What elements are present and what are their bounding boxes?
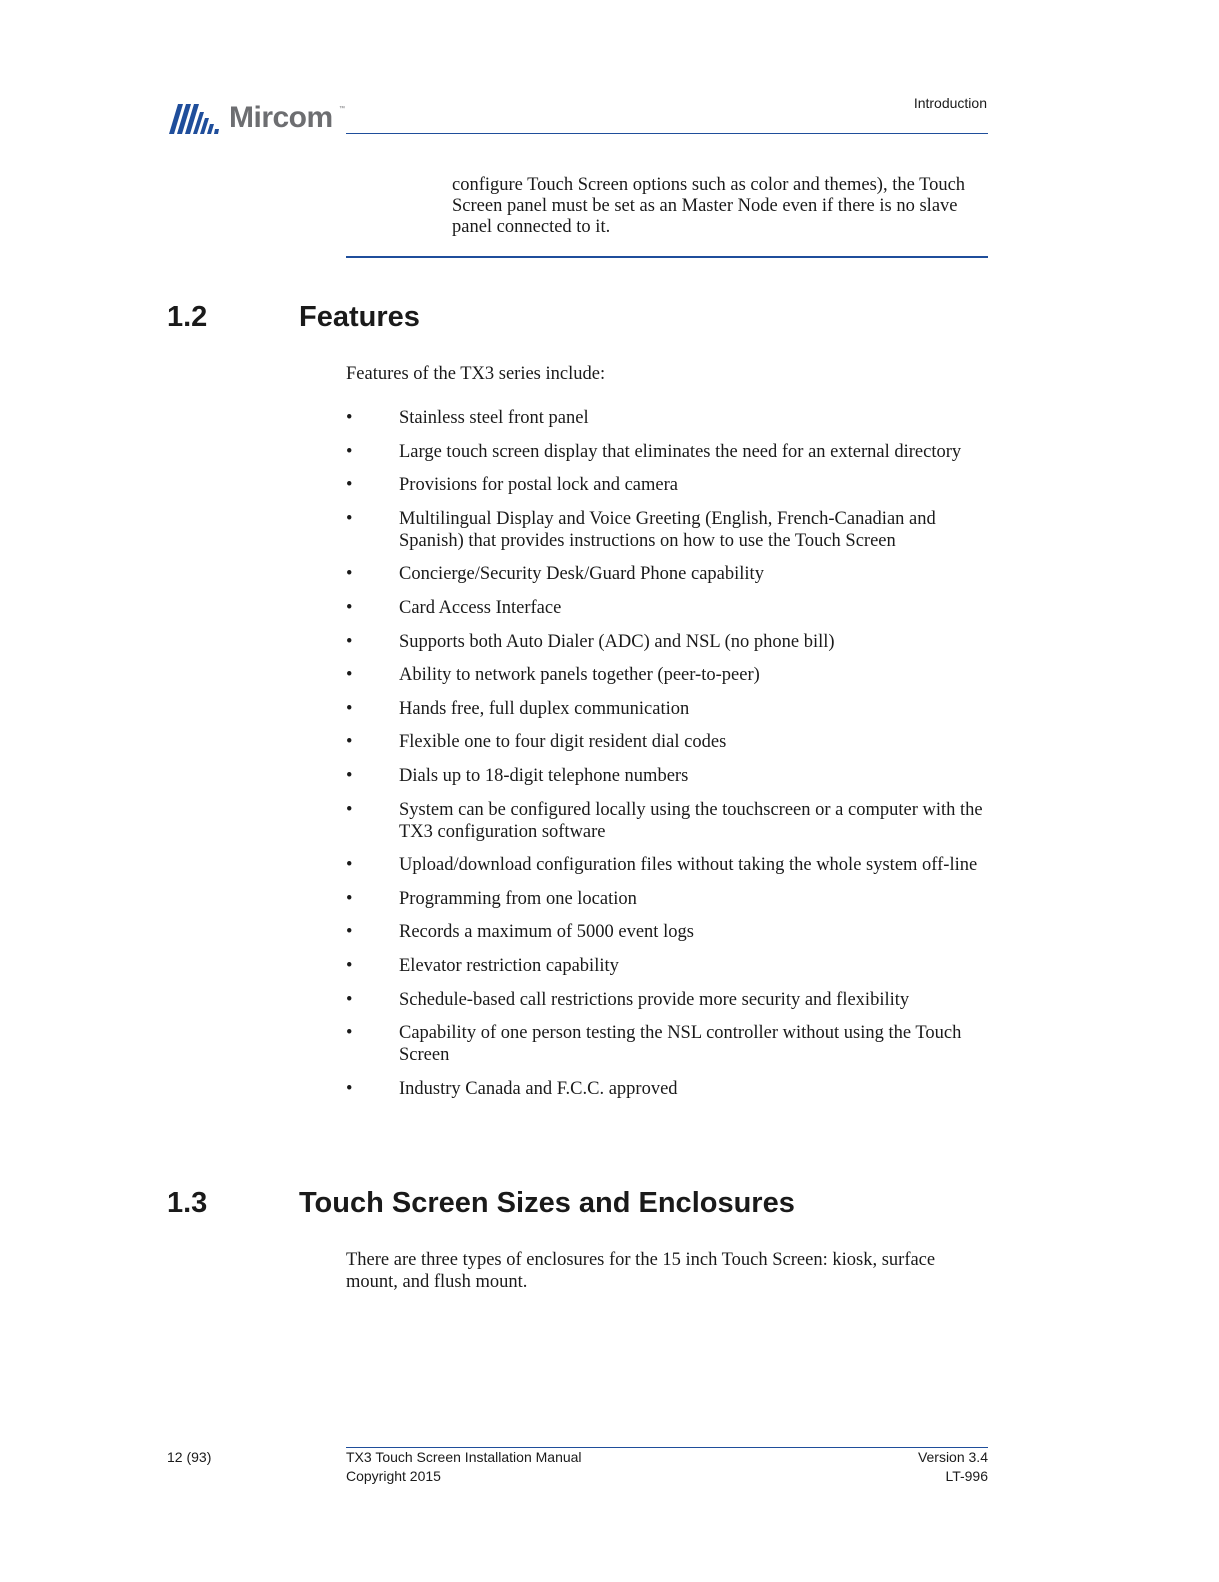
section-title-sizes: Touch Screen Sizes and Enclosures (299, 1187, 795, 1219)
feature-item (346, 799, 992, 843)
feature-item-text: Hands free, full duplex communication (399, 698, 690, 719)
bullet-marker: • (346, 698, 353, 719)
header-section-title: Introduction (913, 95, 987, 111)
feature-item (346, 698, 992, 720)
footer-copyright: Copyright 2015 (346, 1468, 441, 1484)
feature-item (346, 1078, 992, 1100)
feature-item-text: Dials up to 18-digit telephone numbers (399, 765, 689, 786)
header-rule (346, 133, 988, 134)
feature-item (346, 508, 992, 552)
feature-item-text: Card Access Interface (399, 597, 562, 618)
footer-page-number: 12 (93) (167, 1449, 212, 1465)
feature-item (346, 441, 992, 463)
note-bottom-rule (346, 256, 988, 258)
feature-item-text: Flexible one to four digit resident dial codes (399, 732, 727, 753)
feature-item (346, 407, 992, 429)
bullet-marker: • (346, 508, 353, 529)
feature-item (346, 888, 992, 910)
feature-item-text: Ability to network panels together (peer-to-peer) (399, 665, 760, 686)
footer-manual-title: TX3 Touch Screen Installation Manual (346, 1449, 582, 1465)
brand-name: Mircom (229, 101, 333, 134)
note-text: configure Touch Screen options such as color and themes), the Touch Screen panel must be set as an Master Node even if there is no slave panel connected to it. (452, 175, 966, 237)
features-intro: Features of the TX3 series include: (346, 364, 606, 384)
bullet-marker: • (346, 855, 353, 876)
bullet-marker: • (346, 564, 353, 585)
bullet-marker: • (346, 922, 353, 943)
bullet-marker: • (346, 955, 353, 976)
bullet-marker: • (346, 732, 353, 753)
feature-item-text: Programming from one location (399, 888, 637, 909)
feature-item (346, 955, 992, 977)
bullet-marker: • (346, 1078, 353, 1099)
feature-item (346, 664, 992, 686)
bullet-marker: • (346, 631, 353, 652)
feature-item (346, 731, 992, 753)
trademark-symbol: ™ (339, 106, 345, 112)
bullet-marker: • (346, 765, 353, 786)
feature-item-text: Upload/download configuration files without taking the whole system off-line (399, 855, 978, 876)
bullet-marker: • (346, 799, 353, 820)
feature-item (346, 563, 992, 585)
section-title-features: Features (299, 301, 420, 333)
feature-item (346, 765, 992, 787)
feature-item (346, 474, 992, 496)
mircom-logo-icon (167, 102, 225, 136)
bullet-marker: • (346, 597, 353, 618)
features-list (346, 407, 992, 1111)
feature-item-text: Provisions for postal lock and camera (399, 475, 678, 496)
feature-item (346, 631, 992, 653)
bullet-marker: • (346, 441, 353, 462)
feature-item-text: System can be configured locally using the touchscreen or a computer with the TX3 configuration software (399, 799, 983, 842)
bullet-marker: • (346, 1023, 353, 1044)
bullet-marker: • (346, 989, 353, 1010)
bullet-marker: • (346, 888, 353, 909)
feature-item (346, 597, 992, 619)
section-number-sizes: 1.3 (167, 1187, 208, 1219)
feature-item-text: Schedule-based call restrictions provide more security and flexibility (399, 989, 910, 1010)
footer-version: Version 3.4 (917, 1449, 988, 1465)
feature-item-text: Large touch screen display that eliminates the need for an external directory (399, 441, 962, 462)
feature-item-text: Stainless steel front panel (399, 408, 589, 428)
feature-item-text: Concierge/Security Desk/Guard Phone capability (399, 564, 764, 585)
feature-item (346, 921, 992, 943)
section-number-features: 1.2 (167, 301, 208, 333)
bullet-marker: • (346, 475, 353, 496)
feature-item (346, 1022, 992, 1066)
feature-item-text: Elevator restriction capability (399, 955, 619, 976)
bullet-marker: • (346, 665, 353, 686)
mircom-logo (167, 100, 347, 136)
feature-item (346, 989, 992, 1011)
sizes-paragraph: There are three types of enclosures for the 15 inch Touch Screen: kiosk, surface mount, and flush mount. (346, 1250, 936, 1292)
feature-item-text: Capability of one person testing the NSL controller without using the Touch Screen (399, 1023, 962, 1066)
footer-doc-id: LT-996 (945, 1468, 988, 1484)
feature-item (346, 854, 992, 876)
feature-item-text: Multilingual Display and Voice Greeting (English, French-Canadian and Spanish) that provides instructions on how to use the Touch Screen (399, 508, 936, 551)
feature-item-text: Supports both Auto Dialer (ADC) and NSL (no phone bill) (399, 631, 835, 652)
bullet-marker: • (346, 408, 353, 428)
feature-item-text: Records a maximum of 5000 event logs (399, 922, 694, 943)
feature-item-text: Industry Canada and F.C.C. approved (399, 1078, 678, 1099)
